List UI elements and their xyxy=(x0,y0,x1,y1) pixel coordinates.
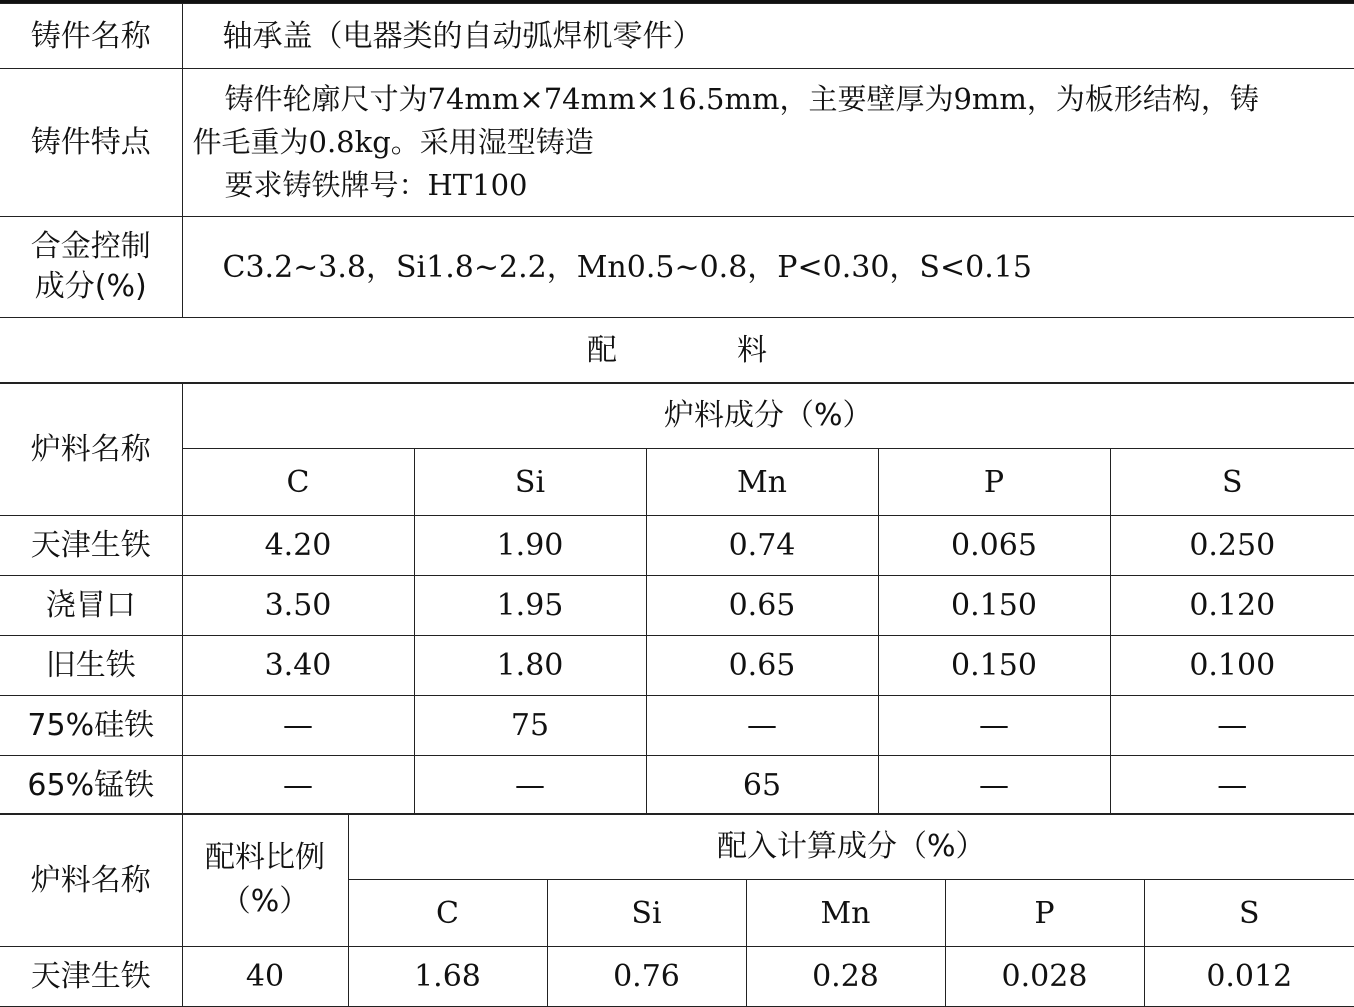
charge-composition-table xyxy=(0,382,1354,815)
charge-cell: 0.120 xyxy=(1110,576,1354,636)
charge-cell: 0.65 xyxy=(646,636,878,696)
feature-line-2: 件毛重为0.8kg。采用湿型铸造 xyxy=(192,125,594,159)
name-label: 铸件名称 xyxy=(0,4,182,69)
calc-ratio-header: 配料比例 （%） xyxy=(182,814,348,947)
calc-ratio-cell: 40 xyxy=(182,947,348,1007)
feature-value xyxy=(182,69,1354,217)
name-row xyxy=(0,4,1354,69)
calc-cell: 1.68 xyxy=(348,947,547,1007)
charge-cell: — xyxy=(414,756,646,815)
charge-col-header: C xyxy=(182,449,414,516)
charge-cell: — xyxy=(878,756,1110,815)
charge-row-name: 75%硅铁 xyxy=(0,696,182,756)
charge-cell: 0.150 xyxy=(878,576,1110,636)
charge-row-name: 浇冒口 xyxy=(0,576,182,636)
charge-row xyxy=(0,576,1354,636)
charge-cell: — xyxy=(182,756,414,815)
calculated-composition-table xyxy=(0,813,1354,1007)
charge-col-header: Si xyxy=(414,449,646,516)
calc-cell: 0.76 xyxy=(547,947,746,1007)
charge-cell: — xyxy=(646,696,878,756)
charge-cell: 75 xyxy=(414,696,646,756)
calc-col-header: P xyxy=(945,880,1144,947)
charge-row-name: 旧生铁 xyxy=(0,636,182,696)
charge-cell: 4.20 xyxy=(182,516,414,576)
charge-col-header: Mn xyxy=(646,449,878,516)
charge-cell: 0.150 xyxy=(878,636,1110,696)
section-title: 配料 xyxy=(0,318,1354,384)
charge-row xyxy=(0,516,1354,576)
calc-col-header: Si xyxy=(547,880,746,947)
charge-cell: — xyxy=(182,696,414,756)
calc-row-name: 天津生铁 xyxy=(0,947,182,1007)
calc-col-header: Mn xyxy=(746,880,945,947)
section-title-row xyxy=(0,318,1354,384)
calc-row xyxy=(0,947,1354,1007)
casting-info-table xyxy=(0,3,1354,384)
charge-col-header: S xyxy=(1110,449,1354,516)
alloy-row xyxy=(0,217,1354,318)
feature-row xyxy=(0,69,1354,217)
charge-cell: 0.74 xyxy=(646,516,878,576)
calc-col-header: S xyxy=(1144,880,1354,947)
charge-row xyxy=(0,756,1354,815)
charge-cell: 1.90 xyxy=(414,516,646,576)
calc-cell: 0.28 xyxy=(746,947,945,1007)
charge-col-header: P xyxy=(878,449,1110,516)
charge-cell: — xyxy=(1110,696,1354,756)
charge-cell: 0.100 xyxy=(1110,636,1354,696)
charge-cell: 0.250 xyxy=(1110,516,1354,576)
feature-label: 铸件特点 xyxy=(0,69,182,217)
calc-cell: 0.028 xyxy=(945,947,1144,1007)
charge-cell: — xyxy=(1110,756,1354,815)
alloy-value: C3.2~3.8，Si1.8~2.2，Mn0.5~0.8，P<0.30，S<0.15 xyxy=(182,217,1354,318)
charge-column-header-row xyxy=(0,449,1354,516)
charge-row-name: 天津生铁 xyxy=(0,516,182,576)
charge-row xyxy=(0,696,1354,756)
charge-cell: 0.065 xyxy=(878,516,1110,576)
charge-cell: 1.95 xyxy=(414,576,646,636)
charge-cell: — xyxy=(878,696,1110,756)
calc-composition-header: 配入计算成分（%） xyxy=(348,814,1354,880)
charge-cell: 3.40 xyxy=(182,636,414,696)
feature-line-1: 铸件轮廓尺寸为74mm×74mm×16.5mm，主要壁厚为9mm，为板形结构，铸 xyxy=(224,82,1259,116)
calc-name-header: 炉料名称 xyxy=(0,814,182,947)
charge-composition-header: 炉料成分（%） xyxy=(182,383,1354,449)
charge-cell: 3.50 xyxy=(182,576,414,636)
feature-line-3: 要求铸铁牌号：HT100 xyxy=(224,168,528,202)
charge-cell: 65 xyxy=(646,756,878,815)
calc-col-header: C xyxy=(348,880,547,947)
name-value: 轴承盖（电器类的自动弧焊机零件） xyxy=(182,4,1354,69)
charge-cell: 0.65 xyxy=(646,576,878,636)
charge-name-header: 炉料名称 xyxy=(0,383,182,516)
charge-row-name: 65%锰铁 xyxy=(0,756,182,815)
calc-cell: 0.012 xyxy=(1144,947,1354,1007)
charge-cell: 1.80 xyxy=(414,636,646,696)
alloy-label: 合金控制 成分(%) xyxy=(0,217,182,318)
charge-row xyxy=(0,636,1354,696)
